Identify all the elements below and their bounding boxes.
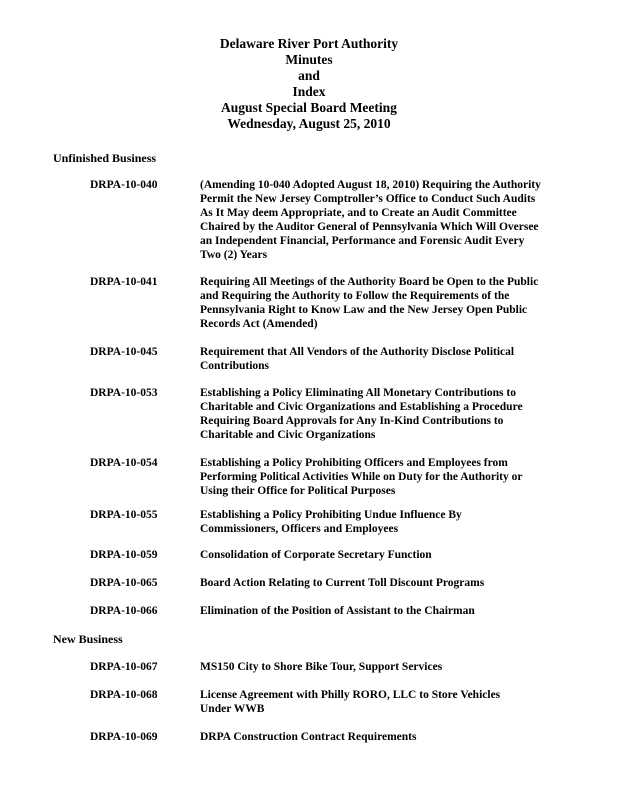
description-line: an Independent Financial, Performance and Forensic Audit Every [200,235,525,247]
item-description [200,345,570,373]
item-code: DRPA-10-067 [90,661,158,673]
item-description [200,604,570,618]
item-code: DRPA-10-054 [90,457,158,469]
section-heading-new: New Business [53,632,123,646]
title-line: Wednesday, August 25, 2010 [227,116,391,131]
description-line: Using their Office for Political Purposes [200,485,396,497]
title-line: Delaware River Port Authority [219,36,399,51]
item-code: DRPA-10-065 [90,577,158,589]
description-line: License Agreement with Philly RORO, LLC to Store Vehicles [200,689,501,701]
item-description [200,456,570,498]
description-line: Chaired by the Auditor General of Pennsylvania Which Will Oversee [200,221,539,233]
item-code: DRPA-10-068 [90,689,158,701]
description-line: DRPA Construction Contract Requirements [200,731,417,743]
section-heading-unfinished: Unfinished Business [53,151,157,165]
item-code: DRPA-10-053 [90,387,158,399]
item-description [200,660,570,674]
description-line: Establishing a Policy Prohibiting Undue Influence By [200,509,462,521]
description-line: Charitable and Civic Organizations [200,429,376,441]
description-line: Two (2) Years [200,249,268,261]
description-line: Charitable and Civic Organizations and Establishing a Procedure [200,401,523,413]
description-line: and Requiring the Authority to Follow the Requirements of the [200,290,510,302]
item-description [200,730,570,744]
item-description [200,178,570,262]
description-line: Performing Political Activities While on Duty for the Authority or [200,471,523,483]
item-description [200,386,570,442]
item-description [200,275,570,331]
item-code: DRPA-10-059 [90,549,158,561]
description-line: Commissioners, Officers and Employees [200,523,399,535]
document-title [0,36,618,132]
description-line: As It May deem Appropriate, and to Create an Audit Committee [200,207,517,219]
item-code: DRPA-10-069 [90,731,158,743]
item-description [200,688,570,716]
description-line: Permit the New Jersey Comptroller’s Office to Conduct Such Audits [200,193,536,205]
item-code: DRPA-10-041 [90,276,158,288]
item-code: DRPA-10-040 [90,179,158,191]
item-description [200,508,570,536]
description-line: Contributions [200,360,270,372]
title-line: and [298,68,320,83]
description-line: (Amending 10-040 Adopted August 18, 2010) Requiring the Authority [200,179,541,191]
description-line: Requirement that All Vendors of the Authority Disclose Political [200,346,515,358]
description-line: Establishing a Policy Prohibiting Officers and Employees from [200,457,508,469]
item-description [200,576,570,590]
item-description [200,548,570,562]
description-line: Requiring Board Approvals for Any In-Kind Contributions to [200,415,504,427]
title-line: Minutes [285,52,333,67]
item-code: DRPA-10-055 [90,509,158,521]
description-line: Requiring All Meetings of the Authority Board be Open to the Public [200,276,539,288]
description-line: Consolidation of Corporate Secretary Function [200,549,432,561]
description-line: Records Act (Amended) [200,318,318,330]
description-line: MS150 City to Shore Bike Tour, Support Services [200,661,443,673]
description-line: Pennsylvania Right to Know Law and the New Jersey Open Public [200,304,528,316]
description-line: Establishing a Policy Eliminating All Monetary Contributions to [200,387,516,399]
item-code: DRPA-10-066 [90,605,158,617]
description-line: Board Action Relating to Current Toll Discount Programs [200,577,485,589]
item-code: DRPA-10-045 [90,346,158,358]
title-line: August Special Board Meeting [221,100,397,115]
description-line: Under WWB [200,703,265,715]
title-line: Index [292,84,326,99]
description-line: Elimination of the Position of Assistant to the Chairman [200,605,475,617]
